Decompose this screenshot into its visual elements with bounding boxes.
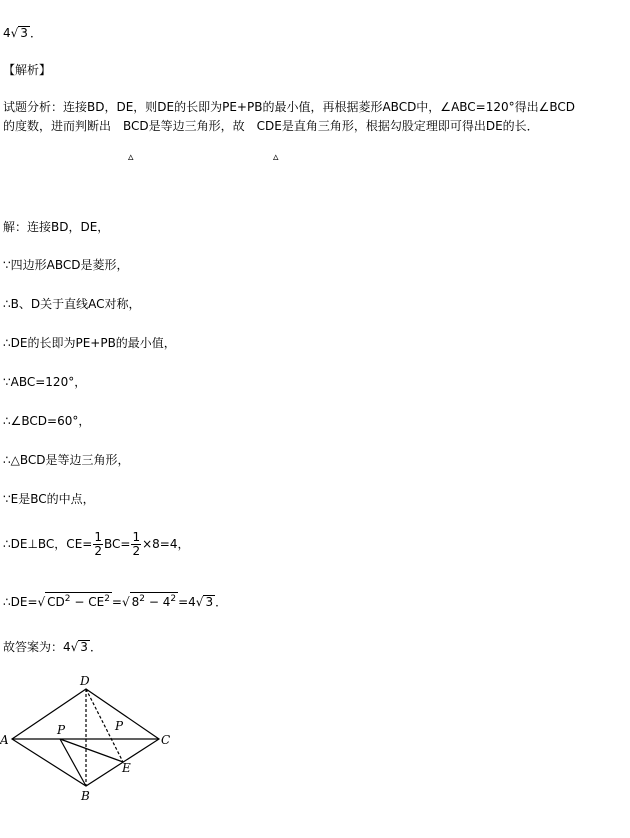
triangle-icon: ▵	[273, 150, 279, 163]
label-d: D	[80, 674, 90, 688]
solution-step-3: ∴B、D关于直线AC对称，	[3, 297, 141, 311]
solution-step-6: ∴∠BCD=60°，	[3, 414, 91, 428]
fraction: $\frac{1}{2}$	[132, 530, 141, 558]
solution-step-4: ∴DE的长即为PE+PB的最小值，	[3, 336, 176, 350]
triangle-icon: ▵	[128, 150, 134, 163]
section-title: 【解析】	[3, 63, 52, 77]
answer-coefficient: 4	[3, 26, 11, 40]
label-e: E	[122, 761, 131, 775]
solution-step-7: ∴△BCD是等边三角形，	[3, 453, 130, 467]
solution-step-8: ∵E是BC的中点，	[3, 492, 95, 506]
solution-step-10: ∴DE=√ $CD^2 - CE^2$ =√ $8^2 - 4^2 =4√$ 3 ．	[3, 594, 228, 609]
label-c: C	[161, 733, 171, 747]
answer-suffix: ．	[29, 26, 42, 40]
solution-step-1: 解：连接BD，DE，	[3, 220, 110, 234]
sqrt: √ $CD^2 - CE^2$	[37, 594, 110, 609]
sqrt: √ 3	[195, 595, 214, 609]
label-p: P	[115, 719, 124, 733]
label-p: P	[57, 723, 66, 737]
label-a: A	[0, 733, 9, 747]
solution-step-5: ∵ABC=120°，	[3, 375, 87, 389]
final-answer: 故答案为：4√ 3 ．	[3, 640, 102, 654]
solution-step-2: ∵四边形ABCD是菱形，	[3, 258, 129, 272]
label-b: B	[81, 789, 90, 803]
solution-step-9: ∴DE⊥BC，CE= $\frac{1}{2}$ BC= $\frac{1}{2}$ ×8=4，	[3, 530, 190, 558]
radicand: 3	[20, 26, 28, 40]
analysis-line-1: 试题分析：连接BD，DE，则DE的长即为PE+PB的最小值，再根据菱形ABCD中，∠ABC=120°得出∠BCD	[3, 100, 576, 114]
segment-pb	[60, 739, 86, 786]
analysis-line-2: 的度数，进而判断出 BCD是等边三角形，故 CDE是直角三角形，根据勾股定理即可得出DE的长．	[3, 119, 539, 133]
sqrt: √ $8^2 - 4^2$	[121, 594, 177, 609]
sqrt: √ 3	[70, 640, 88, 654]
fraction: $\frac{1}{2}$	[94, 530, 102, 558]
sqrt: √ 3	[10, 26, 28, 40]
